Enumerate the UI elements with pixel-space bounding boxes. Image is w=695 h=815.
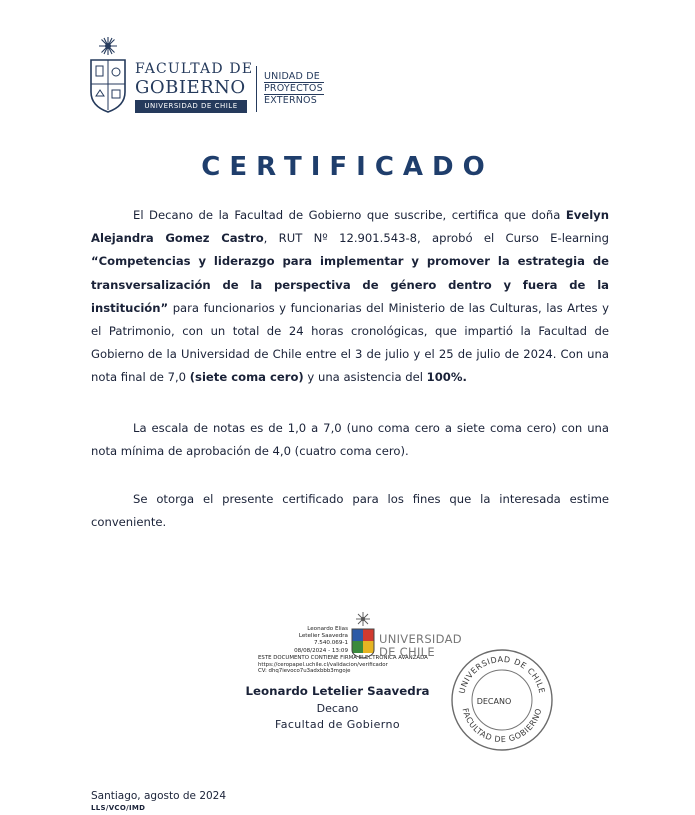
unit-line1: UNIDAD DE (264, 71, 324, 83)
university-name-line2: DE CHILE (379, 645, 435, 659)
place-and-date: Santiago, agosto de 2024 (91, 790, 227, 802)
p1-intro: El Decano de la Facultad de Gobierno que suscribe, certifica que doña (133, 208, 566, 222)
grade-text: (siete coma cero) (189, 370, 304, 385)
recipient-name: Evelyn Alejandra Gomez Castro (91, 208, 609, 246)
certificate-paragraph-1 (91, 204, 609, 390)
logo-divider (256, 66, 257, 112)
attendance-value: 100%. (426, 370, 467, 385)
course-title: “Competencias y liderazgo para implementar y promover la estrategia de transversalización de la perspectiva de género dentro y fuera de la institución” (91, 254, 609, 315)
signer-name: Leonardo Letelier Saavedra (245, 684, 430, 698)
sig-legal3: CV: dhq7ievoco7u3adxbbb3mgoje (258, 668, 351, 675)
unit-name (264, 71, 324, 106)
signer-faculty: Facultad de Gobierno (274, 718, 400, 731)
purpose-text: Se otorga el presente certificado para los fines que la interesada estime conveniente. (91, 492, 609, 530)
p1-rut: , RUT Nº 12.901.543-8, aprobó el Curso E-learning (263, 231, 609, 246)
signer-role: Decano (316, 702, 359, 715)
university-name-band: UNIVERSIDAD DE CHILE (135, 100, 247, 113)
p1-details: para funcionarios y funcionarias del Ministerio de las Culturas, las Artes y el Patrimonio, con un total de 24 horas cronológicas, que impartió la Facultad de Gobierno de la Universidad de Chile entre el 3 de julio y el 25 de julio de 2024. Con una nota final de 7,0 (91, 300, 609, 385)
digital-signature-info (258, 626, 348, 655)
stamp-top-text: UNIVERSIDAD DE CHILE (457, 654, 547, 695)
sig-legal2: https://ceropapel.uchile.cl/validacion/verificador (258, 661, 388, 668)
unit-line2: PROYECTOS (264, 83, 323, 94)
sig-line3: 7.540.069-1 (313, 640, 348, 647)
p1-attendance-label: y una asistencia del (303, 370, 427, 385)
unit-line3: EXTERNOS (264, 95, 317, 106)
university-name-line1: UNIVERSIDAD (379, 632, 462, 646)
sig-line1: Leonardo Elias (307, 626, 348, 632)
faculty-name-line2: GOBIERNO (135, 77, 246, 98)
grade-scale-text: La escala de notas es de 1,0 a 7,0 (uno coma cero a siete coma cero) con una nota mínima de aprobación de 4,0 (cuatro coma cero). (91, 421, 609, 459)
reference-initials: LLS/VCO/IMD (91, 804, 146, 812)
certificate-paragraph-3 (91, 488, 609, 534)
sig-legal1: ESTE DOCUMENTO CONTIENE FIRMA ELECTRÓNICA AVANZADA (258, 655, 428, 661)
faculty-crest-icon (88, 36, 128, 114)
sig-line2: Letelier Saavedra (298, 633, 348, 640)
sig-line4: 08/08/2024 - 13:09 (294, 647, 348, 654)
certificate-paragraph-2 (91, 417, 609, 463)
stamp-center-text: DECANO (476, 697, 512, 706)
stamp-bottom-text: FACULTAD DE GOBIERNO (460, 707, 544, 745)
faculty-name-line1: FACULTAD DE (135, 61, 254, 77)
dean-stamp (450, 648, 554, 752)
svg-text:FACULTAD DE GOBIERNO (461, 707, 544, 744)
faculty-logo (88, 36, 338, 116)
document-title: CERTIFICADO (201, 152, 494, 182)
university-crest-icon (350, 612, 376, 658)
